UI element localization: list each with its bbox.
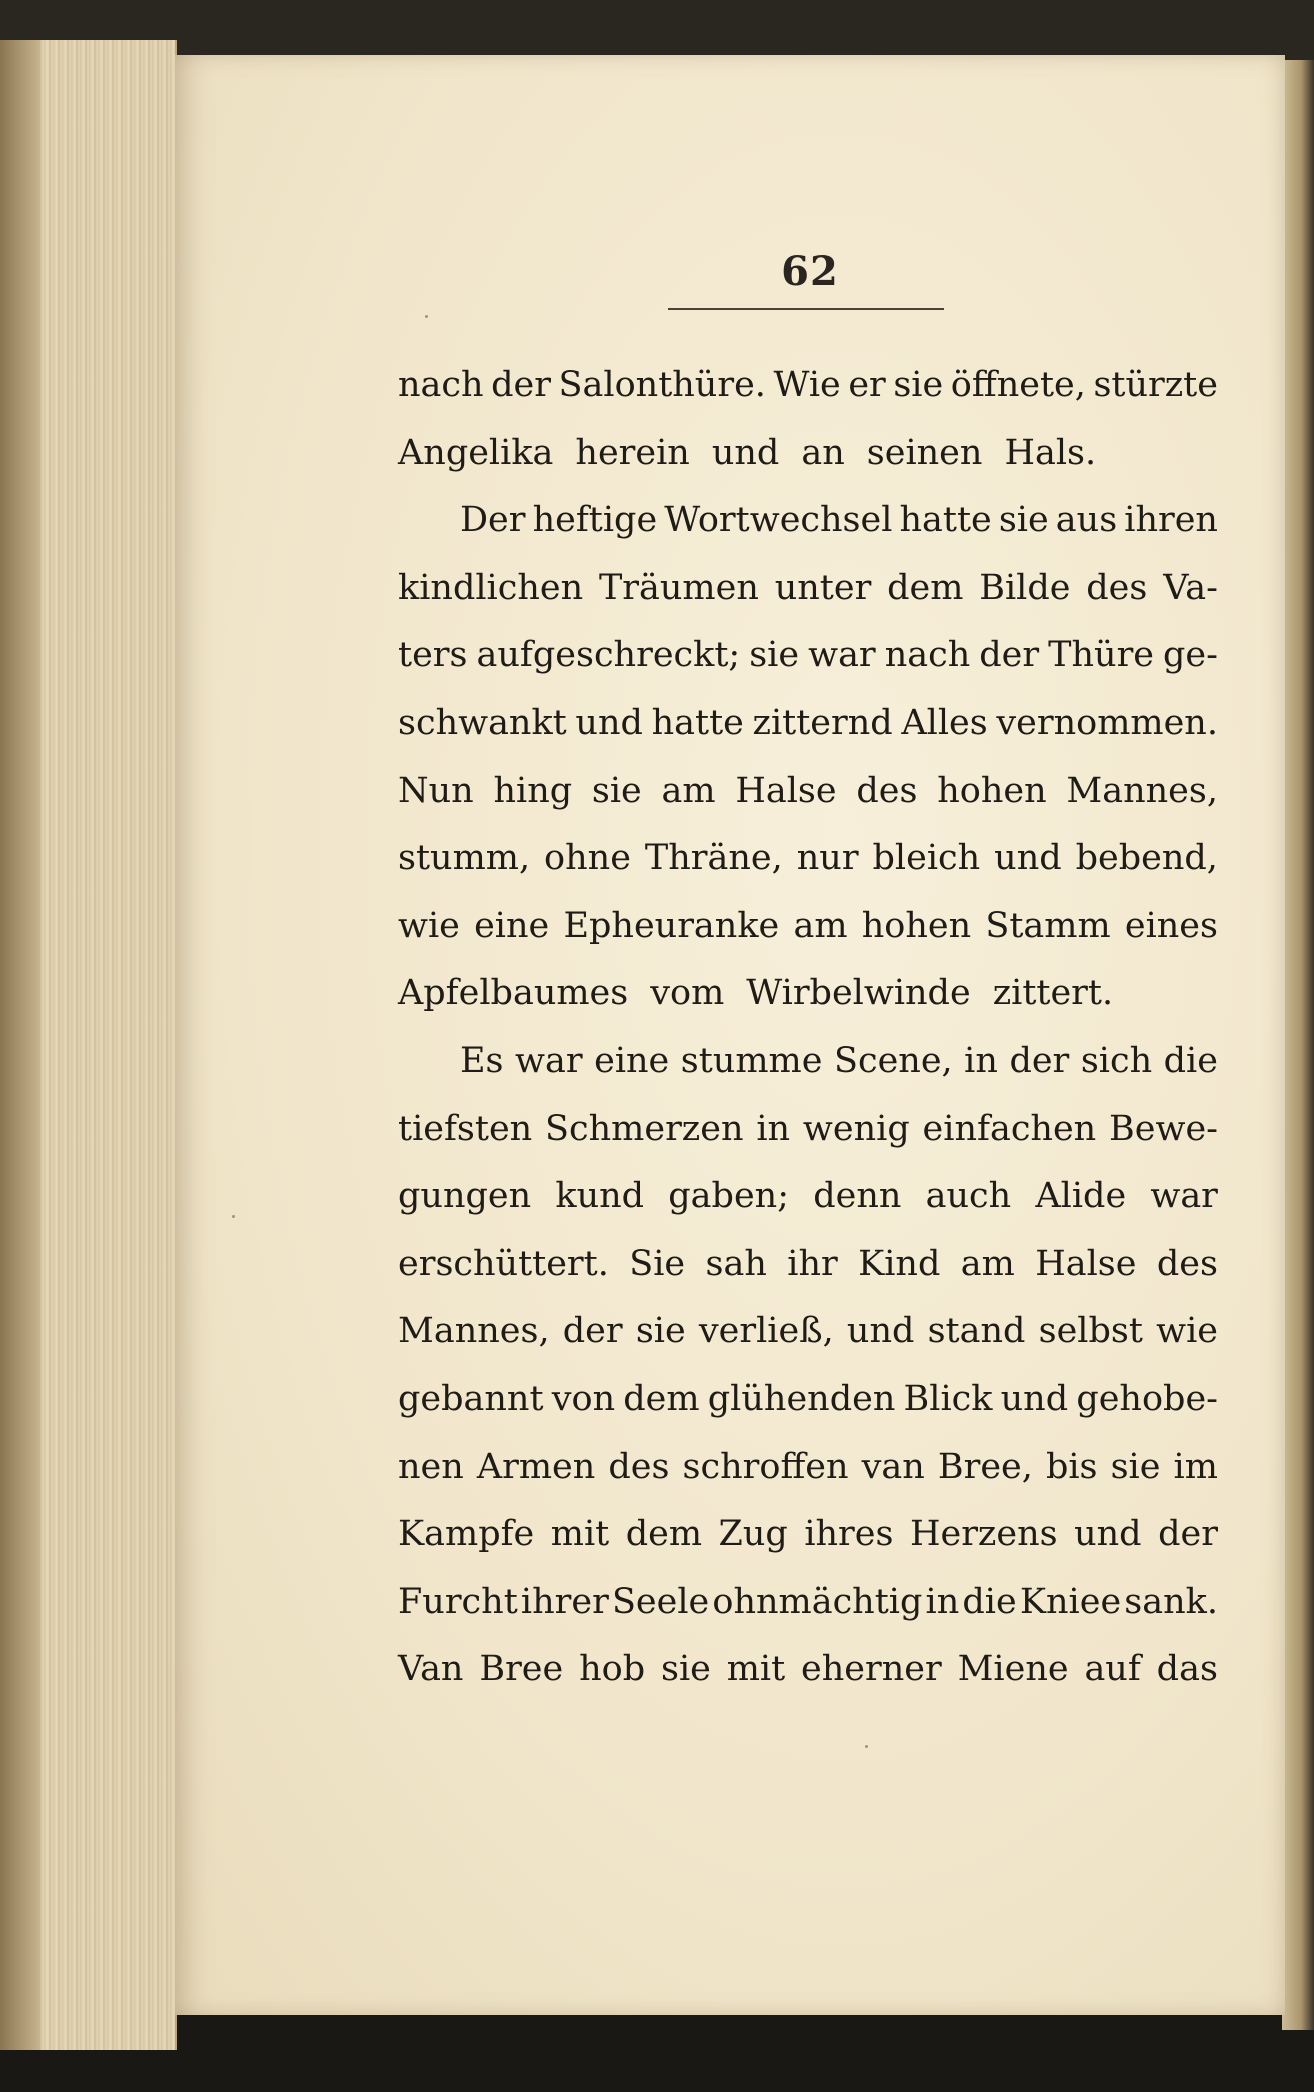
word: sank. bbox=[1124, 1581, 1218, 1622]
word: aufgeschreckt; bbox=[476, 635, 741, 676]
word: die bbox=[1163, 1040, 1218, 1081]
word: sah bbox=[705, 1243, 767, 1284]
word: Wortwechsel bbox=[664, 500, 893, 541]
word: vom bbox=[650, 973, 725, 1014]
word: Angelika bbox=[398, 432, 554, 473]
text-line bbox=[398, 1636, 1218, 1704]
word: und bbox=[994, 838, 1062, 879]
word: sie bbox=[1110, 1446, 1161, 1487]
word: eherner bbox=[801, 1649, 942, 1690]
paper-speck bbox=[232, 1215, 235, 1218]
text-line bbox=[398, 1163, 1218, 1231]
word: verließ, bbox=[698, 1311, 834, 1352]
word: Schmerzen bbox=[545, 1108, 744, 1149]
word: dem bbox=[623, 1378, 700, 1419]
word: bebend, bbox=[1075, 838, 1218, 879]
word: dem bbox=[887, 567, 964, 608]
text-line bbox=[398, 1434, 1218, 1502]
word: Scene, bbox=[833, 1040, 953, 1081]
word: von bbox=[551, 1378, 616, 1419]
text-line bbox=[398, 825, 1218, 893]
word: sie bbox=[635, 1311, 686, 1352]
word: Kampfe bbox=[398, 1514, 535, 1555]
word: heftige bbox=[532, 500, 658, 541]
word: und bbox=[846, 1311, 915, 1352]
word: Zug bbox=[718, 1514, 788, 1555]
word: der bbox=[562, 1311, 623, 1352]
word: sie bbox=[893, 365, 944, 405]
text-line bbox=[398, 555, 1218, 623]
word: Blick bbox=[903, 1378, 993, 1419]
word: und bbox=[711, 432, 780, 473]
word: Stamm bbox=[985, 905, 1111, 946]
word: schwankt bbox=[398, 702, 567, 743]
word: ihres bbox=[804, 1514, 894, 1555]
word: Furcht bbox=[398, 1581, 518, 1622]
word: Va- bbox=[1163, 567, 1218, 608]
word: und bbox=[1074, 1514, 1142, 1555]
word: Mannes, bbox=[398, 1311, 550, 1352]
text-line bbox=[398, 1231, 1218, 1299]
word: bis bbox=[1045, 1446, 1098, 1487]
text-line bbox=[398, 622, 1218, 690]
word: wie bbox=[1156, 1311, 1218, 1352]
header-rule bbox=[668, 308, 944, 310]
word: sie bbox=[749, 635, 800, 676]
word: hob bbox=[579, 1649, 646, 1690]
word: Bree bbox=[479, 1649, 564, 1690]
word: Apfelbaumes bbox=[398, 973, 629, 1014]
word: des bbox=[608, 1446, 670, 1487]
text-line bbox=[398, 1366, 1218, 1434]
word: des bbox=[1086, 567, 1148, 608]
paper-speck bbox=[425, 315, 428, 318]
word: der bbox=[491, 365, 551, 405]
text-line bbox=[398, 1298, 1218, 1366]
word: Salonthüre. bbox=[558, 365, 766, 405]
word: Herzens bbox=[909, 1514, 1058, 1555]
word: Halse bbox=[735, 770, 837, 811]
word: van bbox=[861, 1446, 925, 1487]
word: stumm, bbox=[398, 838, 531, 879]
word: denn bbox=[813, 1176, 902, 1217]
word: zitternd bbox=[752, 702, 893, 743]
word: der bbox=[1158, 1514, 1218, 1555]
word: seinen bbox=[866, 432, 983, 473]
word: eines bbox=[1124, 905, 1218, 946]
word: tiefsten bbox=[398, 1108, 533, 1149]
word: ihren bbox=[1124, 500, 1218, 541]
word: mit bbox=[726, 1649, 786, 1690]
word: wenig bbox=[802, 1108, 910, 1149]
word: Bree, bbox=[937, 1446, 1033, 1487]
word: Der bbox=[460, 500, 526, 541]
word: gaben; bbox=[668, 1176, 789, 1217]
word: der bbox=[1009, 1040, 1070, 1081]
word: Halse bbox=[1035, 1243, 1137, 1284]
word: Epheuranke bbox=[563, 905, 780, 946]
word: stürzte bbox=[1093, 365, 1218, 405]
word: nur bbox=[796, 838, 859, 879]
word: Träumen bbox=[598, 567, 759, 608]
text-line bbox=[398, 690, 1218, 758]
word: nach bbox=[398, 365, 484, 405]
word: hing bbox=[493, 770, 573, 811]
word: in bbox=[756, 1108, 791, 1149]
word: herein bbox=[575, 432, 690, 473]
text-line bbox=[398, 1501, 1218, 1569]
word: selbst bbox=[1038, 1311, 1143, 1352]
word: Bewe- bbox=[1109, 1108, 1218, 1149]
book-page-edges-right bbox=[1282, 60, 1314, 2030]
word: des bbox=[1156, 1243, 1218, 1284]
word: nen bbox=[398, 1446, 464, 1487]
word: Thüre bbox=[1048, 635, 1155, 676]
word: er bbox=[848, 365, 886, 405]
word: das bbox=[1156, 1649, 1218, 1690]
word: hohen bbox=[861, 905, 972, 946]
word: des bbox=[856, 770, 918, 811]
word: am bbox=[661, 770, 716, 811]
word: stumme bbox=[680, 1040, 823, 1081]
book-page-edges-left bbox=[0, 40, 177, 2050]
word: ihrer bbox=[520, 1581, 609, 1622]
word: und bbox=[575, 702, 643, 743]
word: mit bbox=[550, 1514, 610, 1555]
word: öffnete, bbox=[950, 365, 1086, 405]
word: in bbox=[964, 1040, 998, 1081]
word: Armen bbox=[476, 1446, 596, 1487]
word: eine bbox=[474, 905, 550, 946]
word: stand bbox=[927, 1311, 1026, 1352]
word: unter bbox=[774, 567, 872, 608]
word: sich bbox=[1080, 1040, 1153, 1081]
word: erschüttert. bbox=[398, 1243, 609, 1284]
text-line bbox=[398, 352, 1218, 420]
text-line bbox=[398, 1569, 1218, 1637]
word: gebannt bbox=[398, 1378, 544, 1419]
word: Sie bbox=[629, 1243, 686, 1284]
word: sie bbox=[591, 770, 642, 811]
word: schroffen bbox=[682, 1446, 849, 1487]
word: aus bbox=[1055, 500, 1118, 541]
word: Wirbelwinde bbox=[746, 973, 971, 1014]
word: Seele bbox=[611, 1581, 710, 1622]
word: Es bbox=[460, 1040, 504, 1081]
word: dem bbox=[625, 1514, 703, 1555]
word: sie bbox=[998, 500, 1049, 541]
word: wie bbox=[398, 905, 460, 946]
word: ge- bbox=[1163, 635, 1218, 676]
text-line bbox=[398, 758, 1218, 826]
word: kund bbox=[555, 1176, 645, 1217]
word: gehobe- bbox=[1076, 1378, 1218, 1419]
word: Mannes, bbox=[1066, 770, 1218, 811]
word: nach bbox=[884, 635, 971, 676]
word: hatte bbox=[651, 702, 744, 743]
word: Van bbox=[398, 1649, 464, 1690]
word: Bilde bbox=[979, 567, 1071, 608]
word: ters bbox=[398, 635, 468, 676]
word: Kniee bbox=[1019, 1581, 1122, 1622]
word: ihr bbox=[787, 1243, 838, 1284]
word: eine bbox=[594, 1040, 670, 1081]
word: hohen bbox=[937, 770, 1047, 811]
text-line bbox=[398, 893, 1218, 961]
word: einfachen bbox=[922, 1108, 1097, 1149]
word: Nun bbox=[398, 770, 474, 811]
text-line bbox=[398, 1028, 1218, 1096]
text-line bbox=[398, 960, 1218, 1028]
word: am bbox=[793, 905, 848, 946]
word: Kind bbox=[858, 1243, 941, 1284]
word: auch bbox=[925, 1176, 1012, 1217]
word: in bbox=[925, 1581, 960, 1622]
word: zittert. bbox=[992, 973, 1114, 1014]
word: im bbox=[1173, 1446, 1218, 1487]
word: an bbox=[801, 432, 845, 473]
word: Alles bbox=[901, 702, 988, 743]
paper-speck bbox=[865, 1745, 868, 1748]
text-line bbox=[398, 487, 1218, 555]
word: glühenden bbox=[707, 1378, 896, 1419]
word: war bbox=[808, 635, 876, 676]
word: auf bbox=[1084, 1649, 1141, 1690]
word: vernommen. bbox=[996, 702, 1218, 743]
word: am bbox=[960, 1243, 1015, 1284]
word: war bbox=[515, 1040, 583, 1081]
word: ohnmächtig bbox=[712, 1581, 923, 1622]
word: bleich bbox=[872, 838, 981, 879]
word: war bbox=[1150, 1176, 1218, 1217]
word: gungen bbox=[398, 1176, 532, 1217]
text-line bbox=[398, 1096, 1218, 1164]
word: kindlichen bbox=[398, 567, 584, 608]
word: ohne bbox=[544, 838, 631, 879]
word: hatte bbox=[899, 500, 992, 541]
word: Wie bbox=[773, 365, 841, 405]
word: der bbox=[979, 635, 1040, 676]
page-number: 62 bbox=[781, 248, 839, 295]
body-text bbox=[398, 352, 1218, 1704]
word: die bbox=[962, 1581, 1017, 1622]
word: und bbox=[1000, 1378, 1069, 1419]
word: Alide bbox=[1035, 1176, 1127, 1217]
word: Hals. bbox=[1004, 432, 1097, 473]
word: Thräne, bbox=[644, 838, 783, 879]
word: Miene bbox=[957, 1649, 1069, 1690]
text-line bbox=[398, 420, 1218, 488]
word: sie bbox=[660, 1649, 711, 1690]
